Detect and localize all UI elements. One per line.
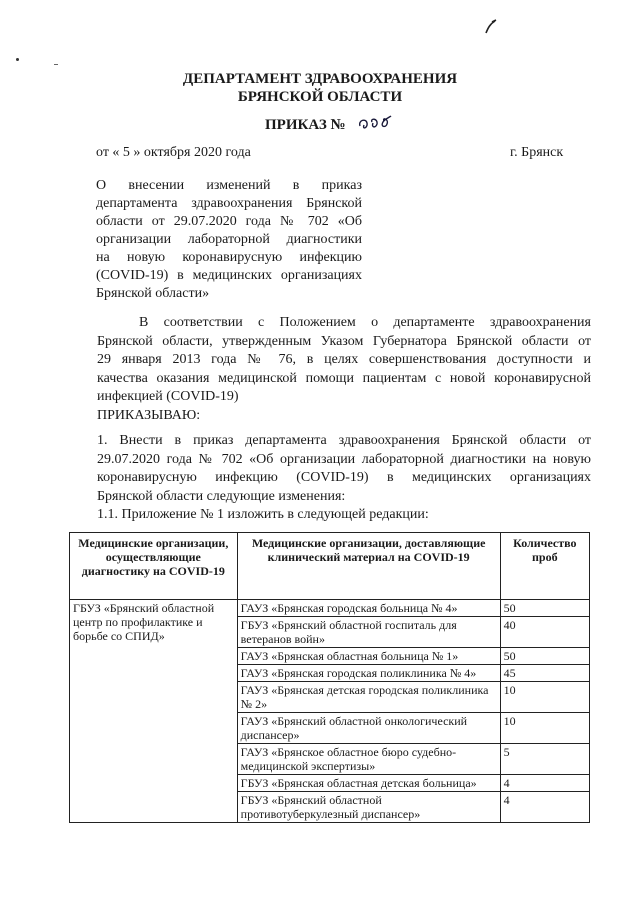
sample-count-cell: 10 (500, 713, 589, 744)
item-1-line: 1. Внести в приказ департамента здравоохранения Брянской области от (97, 433, 591, 448)
header-lab-orgs: Медицинские организации, осуществляющие диагностику на COVID-19 (70, 533, 238, 600)
subject-line: на новую коронавирусную инфекцию (96, 250, 362, 265)
subject-line: Брянской области» (96, 286, 210, 301)
subject-line: департамента здравоохранения Брянской (96, 196, 362, 211)
distribution-table (69, 532, 590, 823)
header-delivering-orgs: Медицинские организации, доставляющие клинический материал на COVID-19 (237, 533, 500, 600)
department-title-line2: БРЯНСКОЙ ОБЛАСТИ (237, 89, 403, 105)
sample-count-cell: 4 (500, 792, 589, 823)
item-1-line: Брянской области следующие изменения: (97, 488, 346, 504)
subject-line: организации лабораторной диагностики (96, 232, 362, 247)
delivering-org-cell: ГБУЗ «Брянский областной противотуберкулезный диспансер» (237, 792, 500, 823)
item-1-line: коронавирусную инфекцию (COVID-19) в медицинских организациях (97, 470, 591, 485)
order-date: от « 5 » октября 2020 года (96, 145, 251, 160)
preamble-line: качества оказания медицинской помощи пациентам с новой коронавирусной (97, 370, 591, 386)
delivering-org-cell: ГАУЗ «Брянская детская городская поликлиника № 2» (237, 682, 500, 713)
sample-count-cell: 45 (500, 665, 589, 682)
sample-count-cell: 50 (500, 600, 589, 617)
delivering-org-cell: ГБУЗ «Брянская областная детская больница» (237, 775, 500, 792)
delivering-org-cell: ГАУЗ «Брянская городская больница № 4» (237, 600, 500, 617)
department-title-line1: ДЕПАРТАМЕНТ ЗДРАВООХРАНЕНИЯ (182, 71, 458, 87)
delivering-org-cell: ГАУЗ «Брянское областное бюро судебно-медицинской экспертизы» (237, 744, 500, 775)
table-row (70, 600, 590, 617)
delivering-org-cell: ГАУЗ «Брянская областная больница № 1» (237, 648, 500, 665)
sample-count-cell: 4 (500, 775, 589, 792)
sample-count-cell: 40 (500, 617, 589, 648)
order-city: г. Брянск (510, 145, 564, 160)
preamble-line: Брянской области, утвержденным Указом Губернатора Брянской области от (97, 333, 591, 349)
handwritten-mark-icon (483, 18, 499, 36)
delivering-org-cell: ГАУЗ «Брянский областной онкологический диспансер» (237, 713, 500, 744)
delivering-org-cell: ГАУЗ «Брянская городская поликлиника № 4» (237, 665, 500, 682)
subject-line: О внесении изменений в приказ (96, 178, 362, 193)
delivering-org-cell: ГБУЗ «Брянский областной госпиталь для ветеранов войн» (237, 617, 500, 648)
preamble-line: В соответствии с Положением о департаменте здравоохранения (139, 315, 591, 330)
item-1 (97, 432, 591, 525)
order-subject (96, 177, 362, 303)
speck-mark (54, 64, 58, 65)
sample-count-cell: 50 (500, 648, 589, 665)
preamble-line: 29 января 2013 года № 76, в целях совершенствования доступности и (97, 352, 591, 367)
order-word: ПРИКАЗЫВАЮ: (97, 407, 201, 423)
order-title: ПРИКАЗ № (265, 117, 346, 133)
speck-mark (16, 58, 19, 61)
sample-count-cell: 10 (500, 682, 589, 713)
handwritten-order-number (356, 110, 412, 138)
item-1-1: 1.1. Приложение № 1 изложить в следующей редакции: (97, 507, 429, 522)
preamble-line: инфекцией (COVID-19) (97, 389, 239, 404)
sample-count-cell: 5 (500, 744, 589, 775)
table-header-row (70, 533, 590, 600)
subject-line: области от 29.07.2020 года № 702 «Об (96, 214, 362, 229)
item-1-line: 29.07.2020 года № 702 «Об организации лабораторной диагностики на новую (97, 451, 591, 467)
subject-line: (COVID-19) в медицинских организациях (96, 268, 362, 283)
header-sample-count: Количество проб (500, 533, 589, 600)
preamble (97, 314, 591, 425)
lab-org-cell: ГБУЗ «Брянский областной центр по профилактике и борьбе со СПИД» (70, 600, 238, 823)
